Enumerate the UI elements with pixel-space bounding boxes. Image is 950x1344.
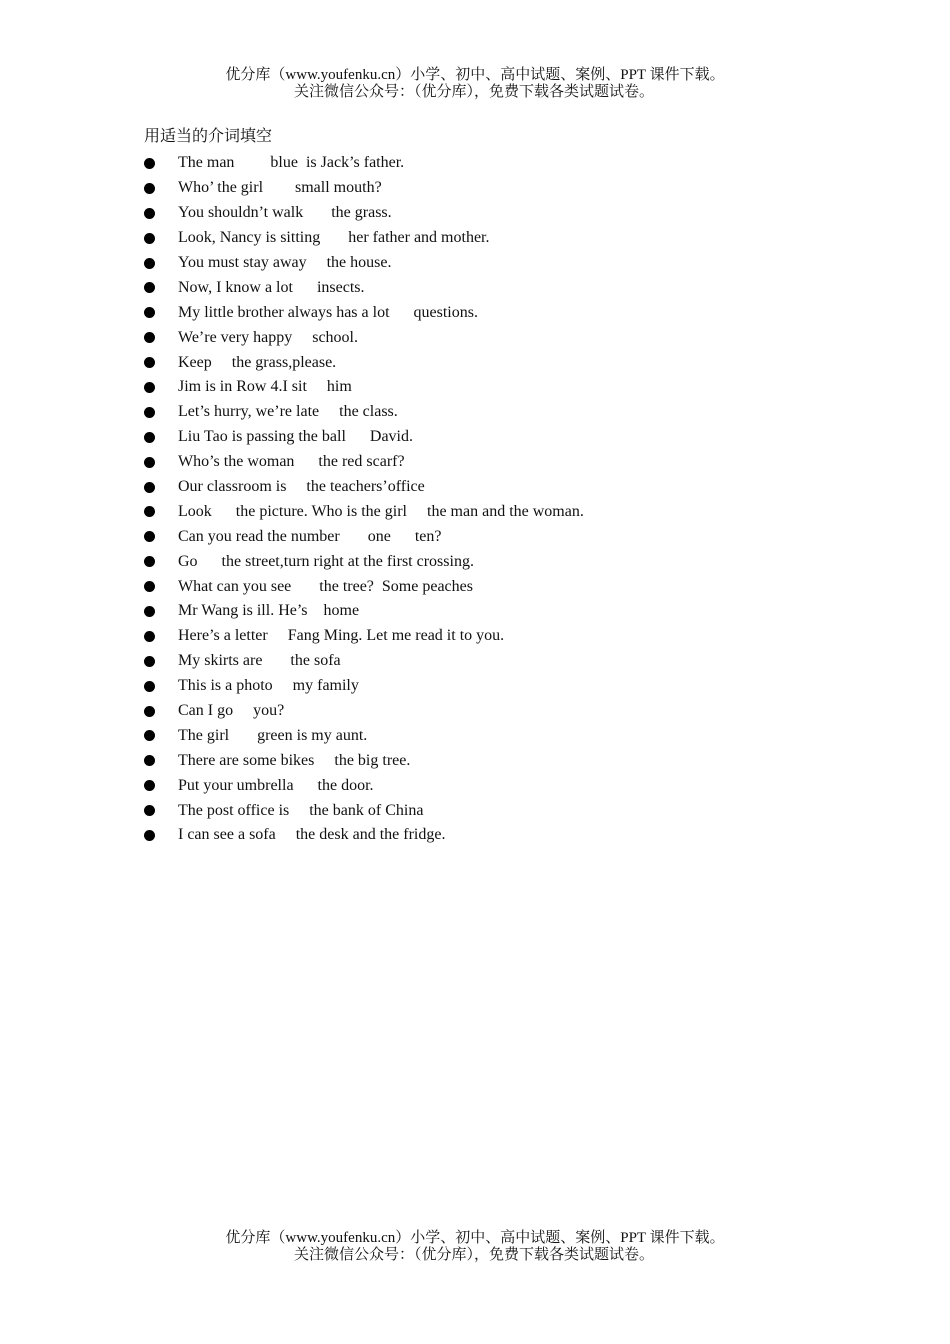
list-item — [144, 350, 584, 375]
bullet-icon — [144, 307, 155, 318]
item-text: You must stay away the house. — [178, 254, 392, 271]
bullet-icon — [144, 407, 155, 418]
item-text: This is a photo my family — [178, 677, 359, 695]
item-text: There are some bikes the big tree. — [178, 751, 411, 769]
item-text: You shouldn’t walk the grass. — [178, 204, 392, 222]
item-text: We’re very happy school. — [178, 328, 358, 346]
list-item — [144, 748, 584, 773]
bullet-icon — [144, 382, 155, 393]
list-item — [144, 176, 584, 201]
bullet-icon — [144, 158, 155, 169]
item-text: Liu Tao is passing the ball David. — [178, 428, 413, 446]
bullet-icon — [144, 581, 155, 592]
list-item — [144, 375, 584, 400]
bullet-icon — [144, 531, 155, 542]
item-text: Jim is in Row 4.I sit him — [178, 378, 352, 396]
bullet-icon — [144, 482, 155, 493]
bullet-icon — [144, 556, 155, 567]
item-text: What can you see the tree? Some peaches — [178, 577, 473, 595]
footer-line-1: 优分库（www.youfenku.cn）小学、初中、高中试题、案例、PPT 课件下载。 — [225, 1230, 725, 1246]
header-line-2: 关注微信公众号：（优分库），免费下载各类试题试卷。 — [293, 84, 654, 100]
bullet-icon — [144, 606, 155, 617]
list-item — [144, 823, 584, 848]
bullet-icon — [144, 730, 155, 741]
bullet-icon — [144, 183, 155, 194]
item-text: I can see a sofa the desk and the fridge. — [178, 826, 446, 844]
list-item — [144, 251, 584, 276]
bullet-icon — [144, 233, 155, 244]
list-item — [144, 475, 584, 500]
list-item — [144, 226, 584, 251]
item-text: Can you read the number one ten? — [178, 527, 442, 545]
bullet-icon — [144, 780, 155, 791]
bullet-icon — [144, 457, 155, 468]
header-line-1: 优分库（www.youfenku.cn）小学、初中、高中试题、案例、PPT 课件下载。 — [225, 67, 725, 83]
list-item — [144, 300, 584, 325]
page-footer — [0, 1230, 950, 1264]
bullet-icon — [144, 681, 155, 692]
list-item — [144, 574, 584, 599]
item-text: Put your umbrella the door. — [178, 776, 374, 794]
list-item — [144, 599, 584, 624]
bullet-icon — [144, 805, 155, 816]
list-item — [144, 699, 584, 724]
item-text: Who’ the girl small mouth? — [178, 179, 382, 197]
bullet-icon — [144, 656, 155, 667]
bullet-icon — [144, 830, 155, 841]
list-item — [144, 798, 584, 823]
item-text: Our classroom is the teachers’office — [178, 478, 425, 496]
bullet-icon — [144, 258, 155, 269]
list-item — [144, 151, 584, 176]
list-item — [144, 549, 584, 574]
list-item — [144, 201, 584, 226]
bullet-icon — [144, 506, 155, 517]
list-item — [144, 674, 584, 699]
item-text: Who’s the woman the red scarf? — [178, 453, 405, 471]
bullet-icon — [144, 357, 155, 368]
list-item — [144, 624, 584, 649]
item-text: Look the picture. Who is the girl the man and the woman. — [178, 502, 584, 520]
list-item — [144, 450, 584, 475]
bullet-icon — [144, 631, 155, 642]
instruction-heading: 用适当的介词填空 — [144, 128, 273, 145]
item-text: The girl green is my aunt. — [178, 726, 368, 744]
item-text: My skirts are the sofa — [178, 652, 341, 670]
item-text: The post office is the bank of China — [178, 801, 424, 819]
list-item — [144, 275, 584, 300]
item-text: Mr Wang is ill. He’s home — [178, 602, 360, 620]
item-text: Can I go you? — [178, 702, 285, 720]
list-item — [144, 773, 584, 798]
page-header — [0, 67, 950, 101]
list-item — [144, 325, 584, 350]
item-text: My little brother always has a lot questions. — [178, 303, 478, 321]
exercise-list — [144, 151, 584, 848]
list-item — [144, 723, 584, 748]
list-item — [144, 425, 584, 450]
bullet-icon — [144, 208, 155, 219]
list-item — [144, 524, 584, 549]
bullet-icon — [144, 755, 155, 766]
item-text: The man blue is Jack’s father. — [178, 154, 405, 172]
footer-line-2: 关注微信公众号：（优分库），免费下载各类试题试卷。 — [293, 1247, 654, 1263]
item-text: Go the street,turn right at the first crossing. — [178, 552, 474, 570]
list-item — [144, 499, 584, 524]
bullet-icon — [144, 332, 155, 343]
item-text: Let’s hurry, we’re late the class. — [178, 403, 398, 421]
item-text: Now, I know a lot insects. — [178, 278, 365, 296]
bullet-icon — [144, 282, 155, 293]
item-text: Look, Nancy is sitting her father and mother. — [178, 229, 490, 247]
bullet-icon — [144, 706, 155, 717]
list-item — [144, 400, 584, 425]
bullet-icon — [144, 432, 155, 443]
item-text: Here’s a letter Fang Ming. Let me read it to you. — [178, 627, 505, 645]
item-text: Keep the grass,please. — [178, 353, 337, 371]
list-item — [144, 649, 584, 674]
